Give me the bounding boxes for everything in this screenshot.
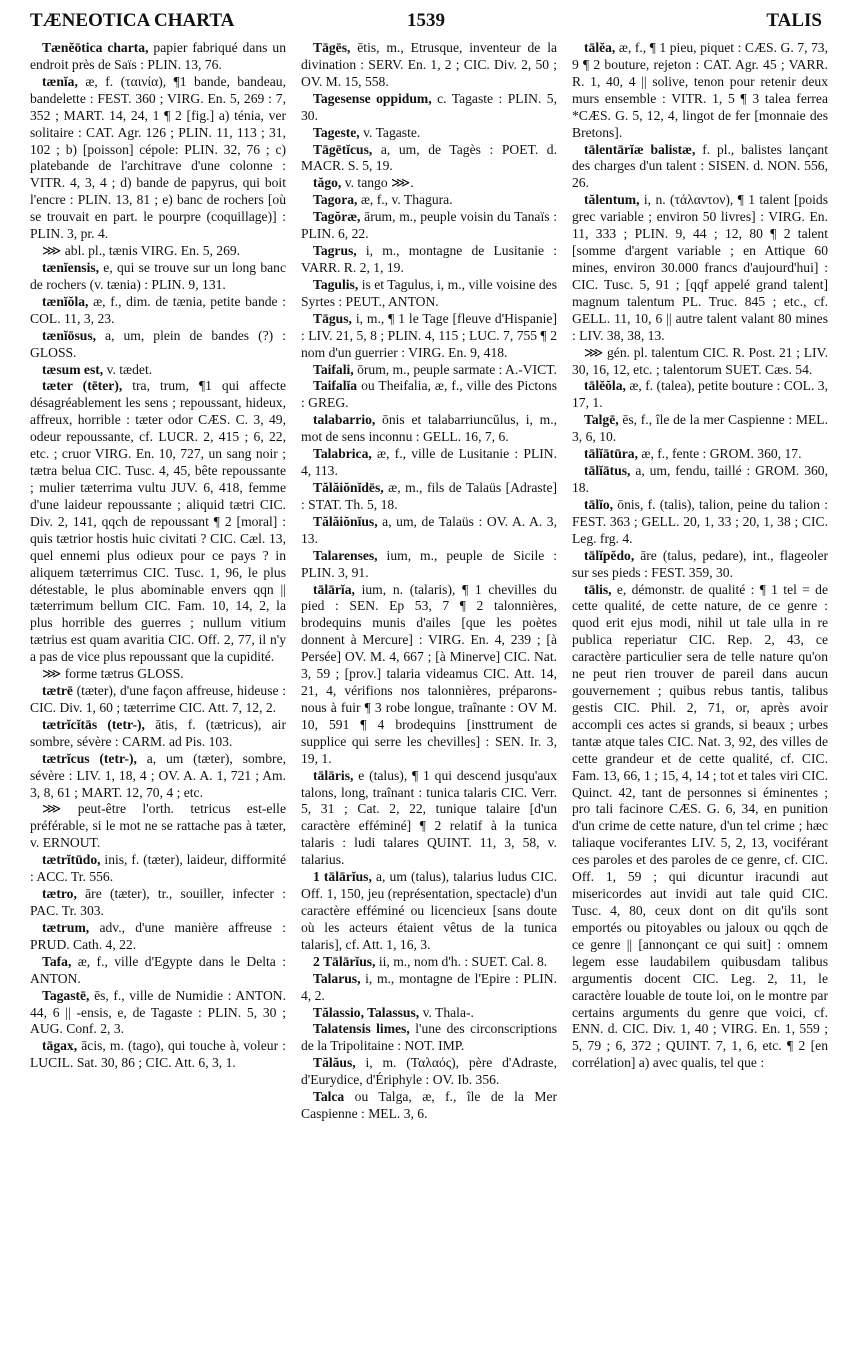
- entry-definition: papier fabriqué dans un endroit près de Saïs : PLIN. 13, 76.: [30, 40, 286, 72]
- dictionary-entry: [301, 378, 557, 412]
- dictionary-entry: [301, 1021, 557, 1055]
- dictionary-entry: [301, 1089, 557, 1123]
- entry-definition: a, um, plein de bandes (?) : GLOSS.: [30, 327, 286, 360]
- entry-definition: tra, trum, ¶1 qui affecte désagréablement les sens ; repoussant, hideux, affreux, horrible : tæter odor CÆS. C. 3, 49, odeur repoussante, cf. LUCR. 2, 415 ; 6, 22, etc. ; cruor VIRG. En. 10, 727, un sang noir ; tætra belua CIC. Tusc. 4, 45, bête repoussante ; mulier tæterrima vultu JUV. 6, 418, femme d'une laideur repoussante ; aliquid tætri CIC. Div. 2, 141, qqch de repoussant ¶ 2 [moral] : quis tætrior hostis huic civitati ? CIC. Cæl. 13, quel ennemi plus odieux pour ce pays ? in aliquem tæterrimus CIC. Tusc. 1, 96, le plus détestable, le plus abominable envers qqn || tæterrimum bellum CIC. Fam. 10, 14, 2, la plus horrible des guerres ; nullum vitium tætrius est quam avaritia CIC. Off. 2, 77, il n'y a pas de vice plus repoussant que la cupidité.: [30, 378, 286, 665]
- dictionary-entry: [30, 1038, 286, 1072]
- dictionary-entry: [572, 412, 828, 446]
- dictionary-entry: [301, 954, 557, 971]
- entry-headword: tætrĭcĭtās (tetr-),: [42, 716, 145, 732]
- dictionary-entry: [301, 209, 557, 243]
- entry-headword: tætro,: [42, 886, 77, 902]
- dictionary-entry: [301, 446, 557, 480]
- entry-headword: Talabrica,: [313, 446, 372, 462]
- entry-definition: i, m., montagne de Lusitanie : VARR. R. 2, 1, 19.: [301, 243, 557, 275]
- running-head-left: TÆNEOTICA CHARTA: [30, 10, 235, 31]
- entry-headword: 2 Tālārĭus,: [313, 953, 376, 969]
- entry-headword: Talatensis limes,: [313, 1021, 410, 1037]
- entry-definition: is et Tagulus, i, m., ville voisine des Syrtes : PEUT., ANTON.: [301, 276, 557, 309]
- dictionary-entry: [301, 243, 557, 277]
- entry-headword: Tălăiŏnĭus,: [313, 513, 378, 529]
- dictionary-entry: [301, 91, 557, 125]
- entry-definition: ārum, m., peuple voisin du Tanaïs : PLIN. 6, 22.: [301, 209, 557, 242]
- entry-headword: tālĭo,: [584, 496, 614, 512]
- entry-headword: Tagastē,: [42, 987, 90, 1003]
- dictionary-entry: [301, 548, 557, 582]
- entry-headword: Tălăus,: [313, 1055, 356, 1071]
- entry-definition: āre (talus, pedare), int., flageoler sur ses pieds : FEST. 359, 30.: [572, 547, 828, 580]
- entry-definition: v. Thala-.: [419, 1004, 474, 1020]
- page-header: [30, 10, 822, 36]
- dictionary-entry: [301, 277, 557, 311]
- entry-headword: tālĭātus,: [584, 463, 631, 479]
- entry-definition: æ, f., fente : GROM. 360, 17.: [638, 446, 802, 462]
- entry-definition: v. tango ⋙.: [341, 175, 414, 191]
- dictionary-entry: [572, 497, 828, 548]
- entry-definition: (tæter), d'une façon affreuse, hideuse : CIC. Div. 1, 60 ; tæterrime CIC. Att. 7, 12, 2.: [30, 683, 286, 715]
- entry-definition: ācis, m. (tago), qui touche à, voleur : LUCIL. Sat. 30, 86 ; CIC. Att. 6, 3, 1.: [30, 1038, 286, 1071]
- entry-headword: Tagrus,: [313, 243, 357, 259]
- column-2: [301, 40, 557, 1350]
- entry-definition: æ, f., ville d'Egypte dans le Delta : ANTON.: [30, 953, 286, 986]
- entry-headword: Tagulis,: [313, 276, 359, 292]
- entry-headword: Tagora,: [313, 192, 358, 208]
- entry-definition: i, m., ¶ 1 le Tage [fleuve d'Hispanie] : LIV. 21, 5, 8 ; PLIN. 4, 115 ; LUC. 7, 755 ¶ 2 nom d'un guerrier : VIRG. En. 9, 418.: [301, 310, 557, 360]
- entry-headword: tālĭātūra,: [584, 446, 638, 462]
- entry-headword: tænĭōsus,: [42, 327, 97, 343]
- entry-definition: ōrum, m., peuple sarmate : A.-VICT.: [353, 361, 557, 377]
- dictionary-entry: [30, 378, 286, 666]
- dictionary-entry: [301, 40, 557, 91]
- column-3: [572, 40, 828, 1350]
- entry-headword: Tălăiŏnĭdēs,: [313, 479, 384, 495]
- entry-headword: Tāgus,: [313, 310, 352, 326]
- dictionary-entry: [30, 362, 286, 379]
- dictionary-entry: [301, 125, 557, 142]
- entry-definition: æ, m., fils de Talaüs [Adraste] : STAT. Th. 5, 18.: [301, 479, 557, 512]
- entry-headword: tālārĭa,: [313, 581, 355, 597]
- dictionary-entry: [301, 582, 557, 768]
- entry-definition: ēs, f., île de la mer Caspienne : MEL. 3, 6, 10.: [572, 412, 828, 445]
- entry-headword: tænĭensis,: [42, 259, 100, 275]
- dictionary-entry: [30, 294, 286, 328]
- dictionary-entry: [30, 801, 286, 852]
- dictionary-entry: [301, 768, 557, 870]
- entry-definition: ātis, f. (tætricus), air sombre, sévère : CARM. ad Pis. 103.: [30, 716, 286, 749]
- entry-definition: e, qui se trouve sur un long banc de rochers (v. tænia) : PLIN. 9, 131.: [30, 259, 286, 292]
- entry-definition: ou Theifalia, æ, f., ville des Pictons : GREG.: [301, 378, 557, 411]
- entry-headword: tænĭŏla,: [42, 293, 89, 309]
- running-head-right: TALIS: [766, 10, 822, 31]
- entry-definition: āre (tæter), tr., souiller, infecter : PAC. Tr. 303.: [30, 886, 286, 919]
- entry-definition: ⋙ forme tætrus GLOSS.: [42, 666, 184, 682]
- entry-headword: tætrē: [42, 683, 73, 699]
- entry-definition: a, um, de Tagès : POET. d. MACR. S. 5, 19.: [301, 141, 557, 174]
- entry-definition: i, n. (τάλαντον), ¶ 1 talent [poids grec variable ; environ 50 livres] : VIRG. En. 11, 333 ; PLIN. 9, 44 ; 12, 80 ¶ 2 talent [somme d'argent variable ; en Attique 60 mines, environ 30.000 francs d'aujourd'hui] : CIC. Tusc. 5, 91 ; [qqf appelé grand talent] magnum talentum PL. Truc. 845 ; etc., cf. GELL. 11, 10, 6 || autre talent valant 80 mines : LIV. 38, 38, 13.: [572, 192, 828, 343]
- dictionary-entry: [572, 582, 828, 1073]
- entry-definition: v. Tagaste.: [359, 124, 421, 140]
- entry-headword: talabarrio,: [313, 412, 376, 428]
- dictionary-entry: [572, 463, 828, 497]
- dictionary-entry: [301, 971, 557, 1005]
- dictionary-entry: [30, 920, 286, 954]
- entry-headword: tālentārĭæ balistæ,: [584, 141, 696, 157]
- entry-definition: e (talus), ¶ 1 qui descend jusqu'aux talons, long, traînant : tunica talaris CIC. Verr. 5, 31 ; Cat. 2, 22, tunique talaire [d'un caractère efféminé] ¶ 2 relatif à la tunica talaris : ludi talares QUINT. 11, 3, 58, v. talarius.: [301, 767, 557, 868]
- entry-headword: Tageste,: [313, 124, 360, 140]
- entry-headword: tætrĭcus (tetr-),: [42, 750, 137, 766]
- entry-headword: Tāgētĭcus,: [313, 141, 373, 157]
- dictionary-entry: [301, 1005, 557, 1022]
- dictionary-entry: [301, 412, 557, 446]
- entry-headword: Tafa,: [42, 953, 72, 969]
- entry-headword: tāgax,: [42, 1038, 78, 1054]
- entry-definition: ii, m., nom d'h. : SUET. Cal. 8.: [375, 953, 548, 969]
- entry-definition: e, démonstr. de qualité : ¶ 1 tel = de cette qualité, de cette nature, de ce genre : quod erit ejus modi, nihil ut tale ulla in re publica reperiatur CIC. Rep. 2, 43, ce caractère particulier sera de telle nature qu'on ne peut rien trouver de pareil dans aucun gouvernement ; quibus rebus tantis, talibus gestis CIC. Phil. 2, 71, or, après avoir accompli ces actes si grands, si beaux ; urbes tantæ atque tales CIC. Nat. 3, 92, des villes de cette grandeur et de cette qualité, cf. CIC. Fam. 13, 66, 1 ; 15, 4, 14 ; tot et tales viri CIC. Quinct. 42, tant de personnes si éminentes ; pro tali facinore CÆS. G. 6, 34, en punition d'un crime de cette nature, d'un tel crime ; hæc taliaque vociferantes LIV. 5, 2, 13, vociférant ces paroles et des paroles de ce genre, cf. CIC. Off. 1, 59 ; qui dicuntur iracundi aut misericordes aut invidi aut tale quid CIC. Tusc. 4, 80, ceux dont on dit qu'ils sont emportés ou pitoyables ou jaloux ou qqch de ce genre || [annonçant ce qui suit] : omnem legem esse laudabilem quibusdam talibus argumentis docent CIC. Leg. 2, 11, le caractère louable de toute loi, on le montre par certains arguments du genre que voici, cf. ENN. d. CIC. Div. 1, 40 ; VIRG. En. 1, 559 ; 5, 79 ; 6, 372 ; QUINT. 7, 1, 6, etc. ¶ 2 [en corrélation] a) avec qualis, tel que :: [572, 581, 828, 1071]
- dictionary-entry: [572, 192, 828, 344]
- entry-definition: c. Tagaste : PLIN. 5, 30.: [301, 90, 557, 123]
- entry-definition: æ, f., dim. de tænia, petite bande : COL. 11, 3, 23.: [30, 293, 286, 326]
- dictionary-entry: [30, 74, 286, 243]
- entry-headword: 1 tālārĭus,: [313, 869, 372, 885]
- entry-headword: Tălassio, Talassus,: [313, 1004, 420, 1020]
- entry-definition: a, um, fendu, taillé : GROM. 360, 18.: [572, 463, 828, 495]
- entry-headword: tālis,: [584, 581, 612, 597]
- entry-headword: tālāris,: [313, 767, 354, 783]
- dictionary-entry: [30, 683, 286, 717]
- entry-definition: ētis, m., Etrusque, inventeur de la divination : SERV. En. 1, 2 ; CIC. Div. 2, 50 ; OV. M. 15, 558.: [301, 40, 557, 89]
- entry-headword: tænĭa,: [42, 73, 78, 89]
- entry-definition: ōnis, f. (talis), talion, peine du talion : FEST. 363 ; GELL. 20, 1, 33 ; 20, 1, 38 ; CIC. Leg. frg. 4.: [572, 496, 828, 546]
- entry-headword: Talarus,: [313, 970, 361, 986]
- dictionary-entry: [572, 378, 828, 412]
- entry-headword: Talgē,: [584, 412, 619, 428]
- entry-definition: inis, f. (tæter), laideur, difformité : ACC. Tr. 556.: [30, 852, 286, 885]
- entry-headword: tālĕa,: [584, 40, 616, 55]
- entry-headword: Taifali,: [313, 361, 354, 377]
- dictionary-entry: [30, 40, 286, 74]
- entry-definition: æ, f. (talea), petite bouture : COL. 3, 17, 1.: [572, 378, 828, 411]
- dictionary-entry: [30, 717, 286, 751]
- entry-headword: tæter (tēter),: [42, 378, 123, 394]
- dictionary-entry: [301, 192, 557, 209]
- entry-definition: æ, f., ville de Lusitanie : PLIN. 4, 113.: [301, 446, 557, 479]
- entry-definition: æ, f., v. Thagura.: [357, 192, 453, 208]
- dictionary-entry: [301, 362, 557, 379]
- dictionary-columns: [30, 40, 828, 1350]
- dictionary-entry: [30, 666, 286, 683]
- dictionary-entry: [30, 852, 286, 886]
- dictionary-entry: [30, 988, 286, 1039]
- dictionary-entry: [30, 243, 286, 260]
- dictionary-entry: [301, 1055, 557, 1089]
- entry-definition: ⋙ peut-être l'orth. tetricus est-elle préférable, si le mot ne se rattache pas à tæter, v. ERNOUT.: [30, 801, 286, 851]
- entry-headword: tăgo,: [313, 175, 342, 191]
- entry-headword: Talca: [313, 1089, 345, 1105]
- entry-definition: ou Talga, æ, f., île de la Mer Caspienne : MEL. 3, 6.: [301, 1089, 557, 1122]
- dictionary-entry: [30, 886, 286, 920]
- dictionary-entry: [30, 260, 286, 294]
- entry-definition: a, um (talus), talarius ludus CIC. Off. 1, 150, jeu (représentation, spectacle) d'un caractère efféminé ou licencieux [sans doute où les acteurs étaient vêtus de la tunica talaris], cf. Att. 1, 16, 3.: [301, 869, 557, 952]
- entry-headword: Tāgēs,: [313, 40, 351, 55]
- dictionary-entry: [572, 446, 828, 463]
- entry-definition: ium, n. (talaris), ¶ 1 chevilles du pied : SEN. Ep 53, 7 ¶ 2 talonnières, brodequins munis d'ailes [que les poètes donnent à Mercure] : VIRG. En. 4, 239 ; [à Persée] OV. M. 4, 667 ; [à Minerve] CIC. Nat. 3, 59 ; [prov.] talaria videamus CIC. Att. 14, 21, 4, vérifions nos talonnières, préparons-nous à fuir ¶ 3 robe longue, traînante : OV M. 10, 591 ¶ 4 brodequins [insttrument de supplice qui serre les chevilles] : SEN. Ir. 3, 19, 1.: [301, 581, 557, 766]
- entry-definition: f. pl., balistes lançant des charges d'un talent : SISEN. d. NON. 556, 26.: [572, 141, 828, 191]
- entry-headword: Taifalĭa: [313, 378, 358, 394]
- entry-definition: v. tædet.: [103, 361, 153, 377]
- entry-definition: a, um (tæter), sombre, sévère : LIV. 1, 18, 4 ; OV. A. A. 1, 721 ; Am. 3, 8, 61 ; MART. 12, 70, 4 ; etc.: [30, 750, 286, 800]
- column-1: [30, 40, 286, 1350]
- entry-definition: a, um, de Talaüs : OV. A. A. 3, 13.: [301, 513, 557, 546]
- entry-headword: tæsum est,: [42, 361, 104, 377]
- entry-headword: tālĕŏla,: [584, 378, 626, 394]
- dictionary-entry: [572, 40, 828, 142]
- entry-headword: tætrum,: [42, 919, 90, 935]
- entry-headword: tālĭpĕdo,: [584, 547, 635, 563]
- entry-headword: Tagŏræ,: [313, 209, 361, 225]
- dictionary-entry: [301, 869, 557, 954]
- dictionary-entry: [572, 548, 828, 582]
- entry-definition: adv., d'une manière affreuse : PRUD. Cath. 4, 22.: [30, 919, 286, 952]
- entry-headword: Tænĕōtica charta,: [42, 40, 149, 55]
- dictionary-entry: [30, 954, 286, 988]
- dictionary-entry: [301, 514, 557, 548]
- entry-definition: æ, f., ¶ 1 pieu, piquet : CÆS. G. 7, 73, 9 ¶ 2 bouture, rejeton : CAT. Agr. 45 ; VARR. R. 1, 40, 4 || solive, tenon pour retenir deux murs ensemble : VITR. 1, 5 ¶ 3 talea ferrea *CÆS. G. 5, 12, 4, lingot de fer [monnaie des Bretons].: [572, 40, 828, 140]
- dictionary-entry: [301, 175, 557, 192]
- entry-definition: l'une des circonscriptions de la Tripolitaine : NOT. IMP.: [301, 1021, 557, 1054]
- entry-definition: i, m. (Ταλαός), père d'Adraste, d'Eurydice, d'Ériphyle : OV. Ib. 356.: [301, 1055, 557, 1088]
- dictionary-entry: [30, 328, 286, 362]
- entry-definition: i, m., montagne de l'Epire : PLIN. 4, 2.: [301, 970, 557, 1003]
- entry-definition: ⋙ gén. pl. talentum CIC. R. Post. 21 ; LIV. 30, 16, 12, etc. ; talentorum SUET. Cæs. 54.: [572, 344, 828, 377]
- entry-headword: tætrĭtūdo,: [42, 852, 101, 868]
- dictionary-entry: [301, 311, 557, 362]
- entry-headword: tălentum,: [584, 192, 640, 208]
- entry-headword: Talarenses,: [313, 547, 378, 563]
- dictionary-entry: [30, 751, 286, 802]
- entry-headword: Tagesense oppidum,: [313, 90, 432, 106]
- entry-definition: ⋙ abl. pl., tænis VIRG. En. 5, 269.: [42, 243, 241, 259]
- dictionary-entry: [572, 345, 828, 379]
- page-number: 1539: [407, 10, 445, 31]
- entry-definition: ōnis et talabarriuncŭlus, i, m., mot de sens inconnu : GELL. 16, 7, 6.: [301, 412, 557, 445]
- dictionary-entry: [301, 142, 557, 176]
- entry-definition: ēs, f., ville de Numidie : ANTON. 44, 6 || -ensis, e, de Tagaste : PLIN. 5, 30 ; AUG. Conf. 2, 3.: [30, 987, 286, 1037]
- dictionary-entry: [572, 142, 828, 193]
- dictionary-entry: [301, 480, 557, 514]
- entry-definition: æ, f. (ταινία), ¶1 bande, bandeau, bandelette : FEST. 360 ; VIRG. En. 5, 269 : 7, 352 ; MART. 14, 24, 1 ¶ 2 [fig.] a) ténia, ver solitaire : CAT. Agr. 126 ; PLIN. 11, 113 ; 31, 102 ; b) [poisson] cépole: PLIN. 32, 76 ; c) platebande de l'architrave d'une colonne : VITR. 4, 3, 4 ; d) bande de papyrus, qui boit l'encre : PLIN. 13, 81 ; e) banc de rochers [où se trouvait en part. le pourpre (coquillage)] : PLIN. 3, pr. 4.: [30, 73, 286, 242]
- entry-definition: ium, m., peuple de Sicile : PLIN. 3, 91.: [301, 547, 557, 580]
